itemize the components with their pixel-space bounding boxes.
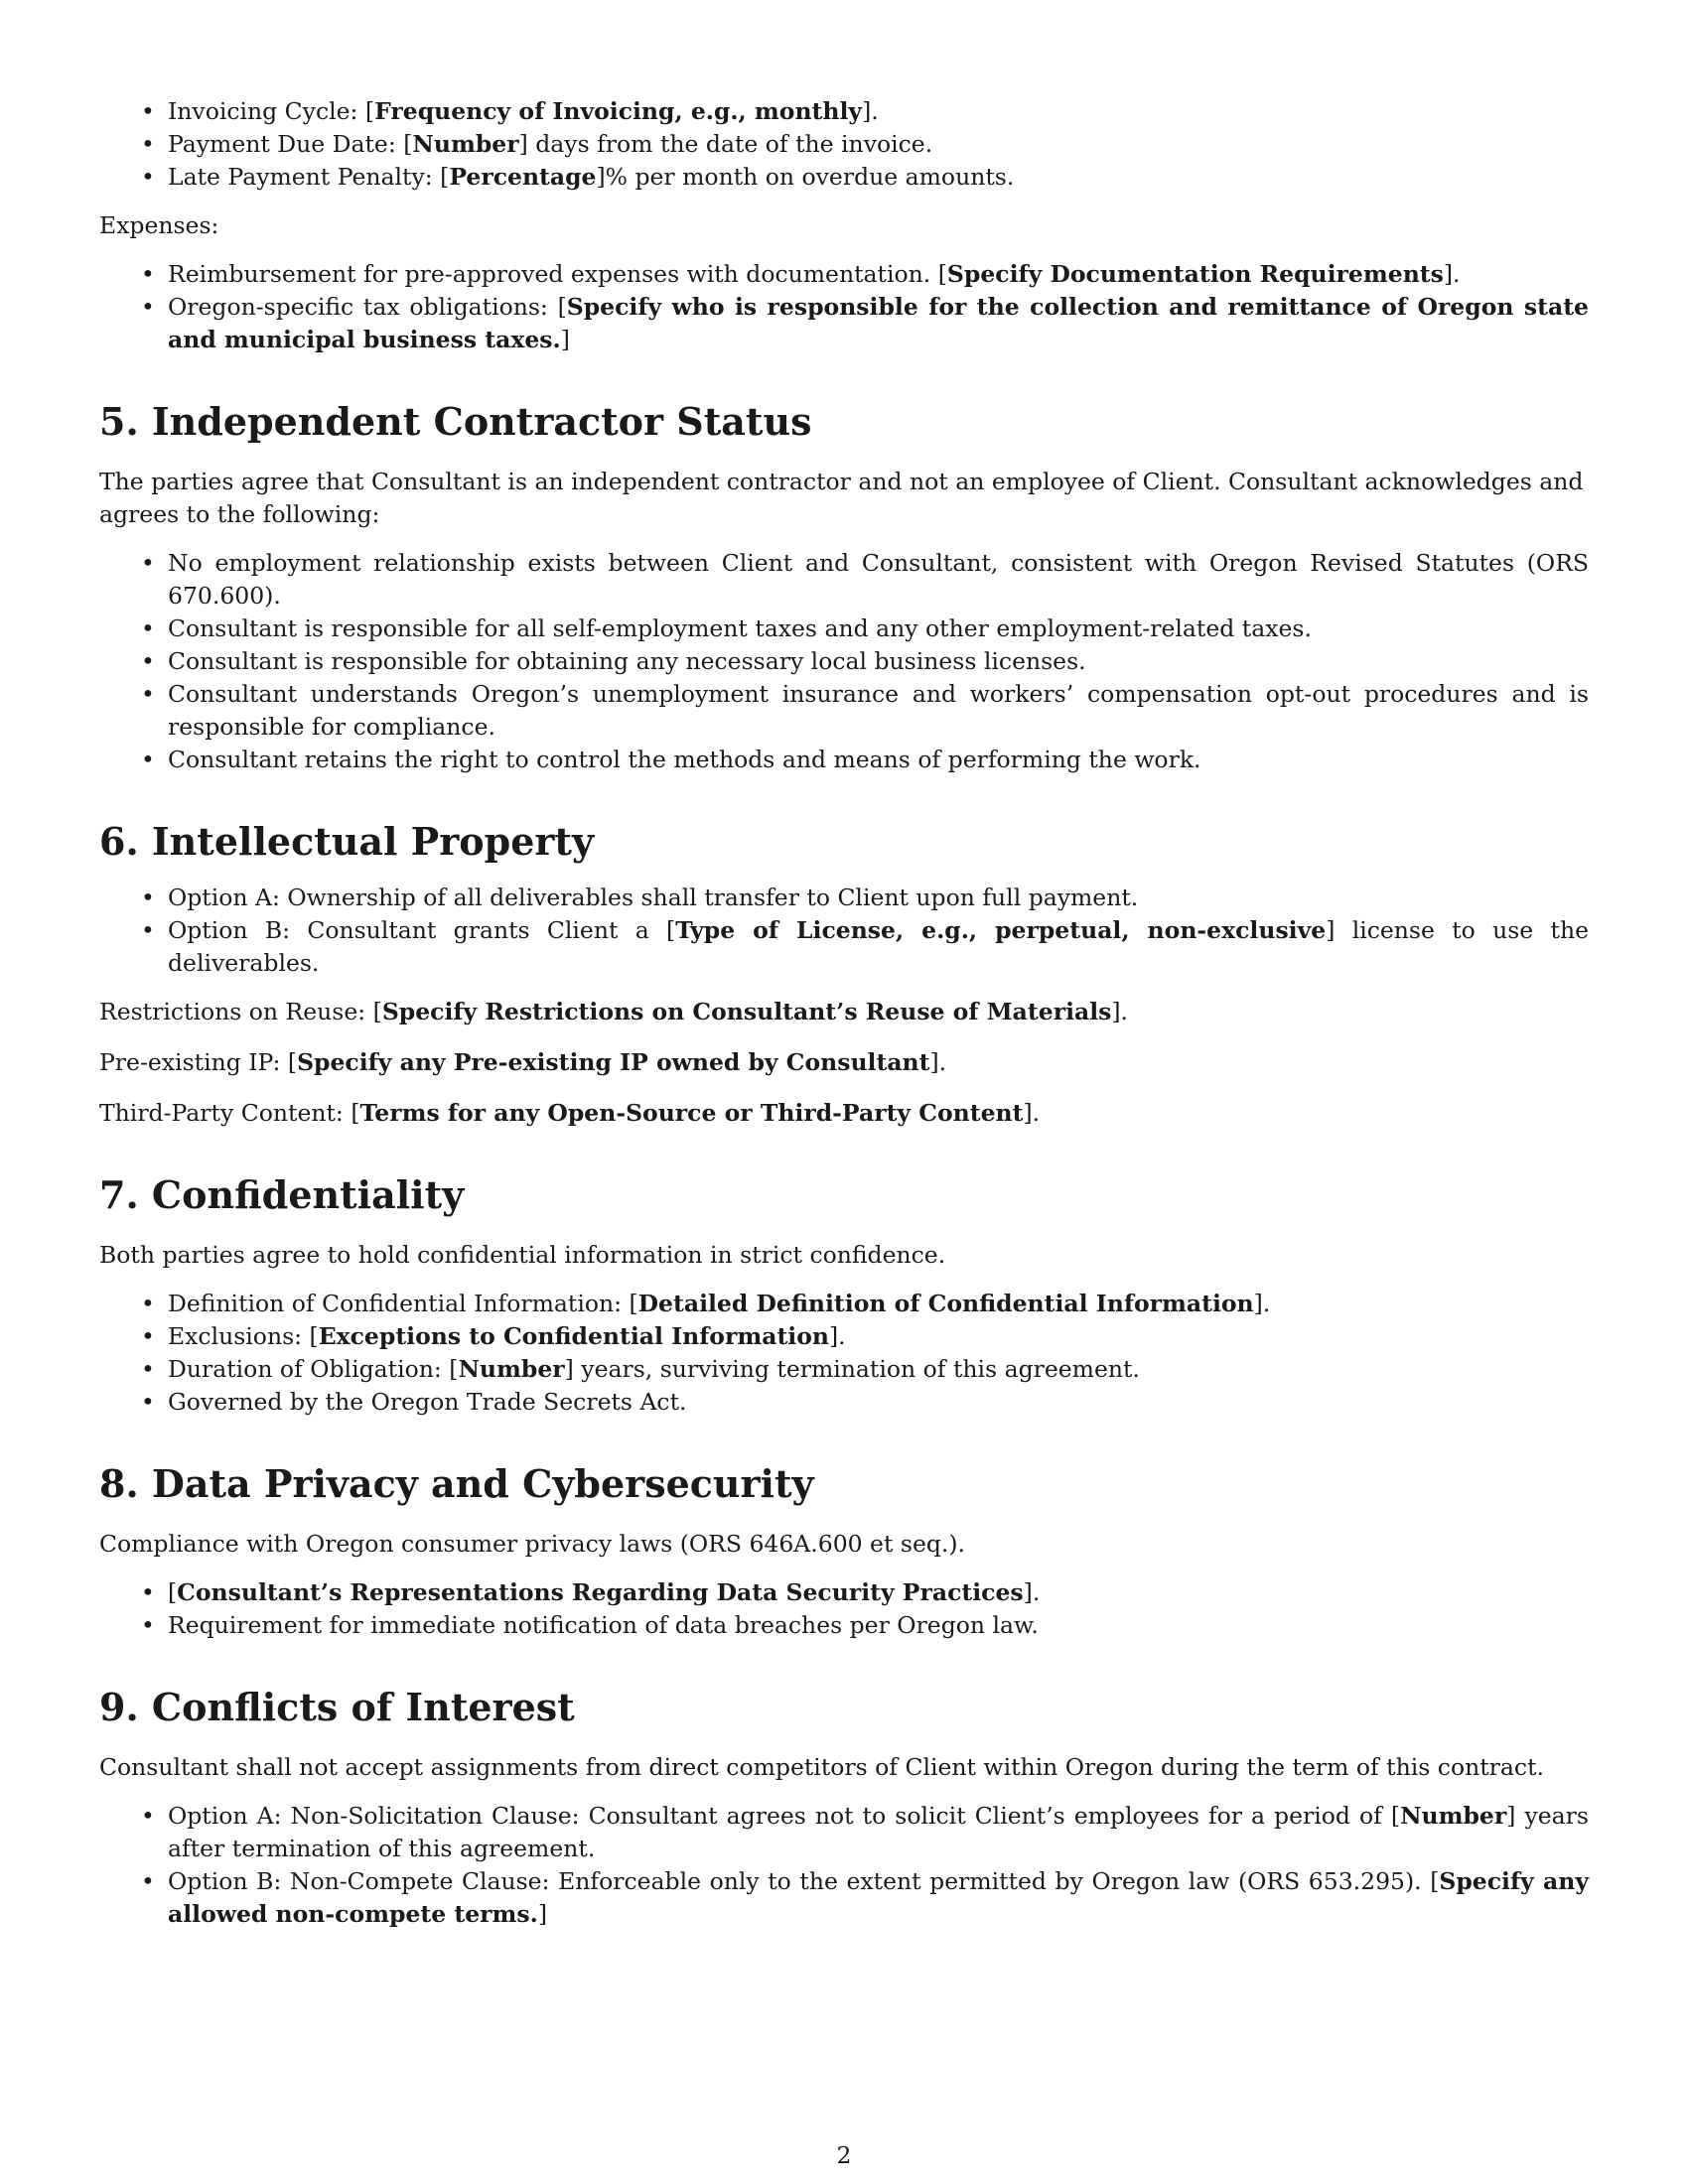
payment-terms-list: [99, 95, 1589, 194]
section-heading-confidentiality: 7. Confidentiality: [99, 1172, 465, 1217]
section-intro-confidentiality: Both parties agree to hold confidential information in strict confidence.: [99, 1241, 946, 1269]
list-item-invoicing-cycle: • Invoicing Cycle: [Frequency of Invoicing, e.g., monthly].: [99, 95, 1589, 128]
section-heading-independent-contractor: 5. Independent Contractor Status: [99, 399, 812, 444]
conflicts-of-interest-list: [99, 1800, 1589, 1931]
list-item-data-security-representations: • [Consultant’s Representations Regarding Data Security Practices].: [99, 1576, 1589, 1609]
list-item-oregon-tax-obligations: • Oregon-specific tax obligations: [Specify who is responsible for the collection and remittance of Oregon state and municipal business taxes.]: [99, 291, 1589, 356]
section-intro-independent-contractor: The parties agree that Consultant is an independent contractor and not an employee of Client. Consultant acknowledges and agrees to the following:: [99, 468, 1584, 528]
list-item-exclusions: • Exclusions: [Exceptions to Confidential Information].: [99, 1320, 1589, 1353]
list-item: • Consultant is responsible for all self-employment taxes and any other employment-related taxes.: [99, 613, 1589, 645]
list-item-option-a: • Option A: Ownership of all deliverables shall transfer to Client upon full payment.: [99, 882, 1589, 914]
list-item-definition: • Definition of Confidential Information: [Detailed Definition of Confidential Information].: [99, 1288, 1589, 1320]
list-item: • Consultant retains the right to control the methods and means of performing the work.: [99, 744, 1589, 776]
list-item-late-payment-penalty: • Late Payment Penalty: [Percentage]% per month on overdue amounts.: [99, 161, 1589, 194]
pre-existing-ip: Pre-existing IP: [Specify any Pre-existing IP owned by Consultant].: [99, 1048, 947, 1076]
list-item: • No employment relationship exists between Client and Consultant, consistent with Oregon Revised Statutes (ORS 670.600).: [99, 547, 1589, 613]
third-party-content: Third-Party Content: [Terms for any Open-Source or Third-Party Content].: [99, 1099, 1041, 1127]
list-item-option-b: • Option B: Consultant grants Client a [Type of License, e.g., perpetual, non-exclusive] license to use the deliverables.: [99, 914, 1589, 980]
independent-contractor-list: [99, 547, 1589, 776]
section-heading-intellectual-property: 6. Intellectual Property: [99, 819, 595, 864]
list-item-breach-notification: • Requirement for immediate notification of data breaches per Oregon law.: [99, 1609, 1589, 1642]
expenses-list: [99, 258, 1589, 356]
page-number: 2: [836, 2141, 852, 2169]
list-item-reimbursement: • Reimbursement for pre-approved expenses with documentation. [Specify Documentation Requirements].: [99, 258, 1589, 291]
list-item-payment-due-date: • Payment Due Date: [Number] days from the date of the invoice.: [99, 128, 1589, 161]
list-item: • Consultant is responsible for obtaining any necessary local business licenses.: [99, 645, 1589, 678]
list-item-duration: • Duration of Obligation: [Number] years, surviving termination of this agreement.: [99, 1353, 1589, 1386]
data-privacy-list: [99, 1576, 1589, 1642]
expenses-label: Expenses:: [99, 211, 219, 239]
list-item-governing-law: • Governed by the Oregon Trade Secrets Act.: [99, 1386, 1589, 1419]
list-item-non-compete: • Option B: Non-Compete Clause: Enforceable only to the extent permitted by Oregon law (ORS 653.295). [Specify any allowed non-compete terms.]: [99, 1865, 1589, 1931]
list-item-non-solicitation: • Option A: Non-Solicitation Clause: Consultant agrees not to solicit Client’s employees for a period of [Number] years after termination of this agreement.: [99, 1800, 1589, 1865]
section-intro-data-privacy: Compliance with Oregon consumer privacy laws (ORS 646A.600 et seq.).: [99, 1530, 966, 1558]
document-page: [99, 95, 1589, 1931]
restrictions-on-reuse: Restrictions on Reuse: [Specify Restrictions on Consultant’s Reuse of Materials].: [99, 998, 1129, 1025]
section-heading-conflicts-of-interest: 9. Conflicts of Interest: [99, 1685, 575, 1729]
intellectual-property-options-list: [99, 882, 1589, 980]
section-heading-data-privacy: 8. Data Privacy and Cybersecurity: [99, 1461, 814, 1506]
list-item: • Consultant understands Oregon’s unemployment insurance and workers’ compensation opt-out procedures and is responsible for compliance.: [99, 678, 1589, 744]
section-intro-conflicts-of-interest: Consultant shall not accept assignments from direct competitors of Client within Oregon during the term of this contract.: [99, 1753, 1545, 1781]
confidentiality-list: [99, 1288, 1589, 1419]
